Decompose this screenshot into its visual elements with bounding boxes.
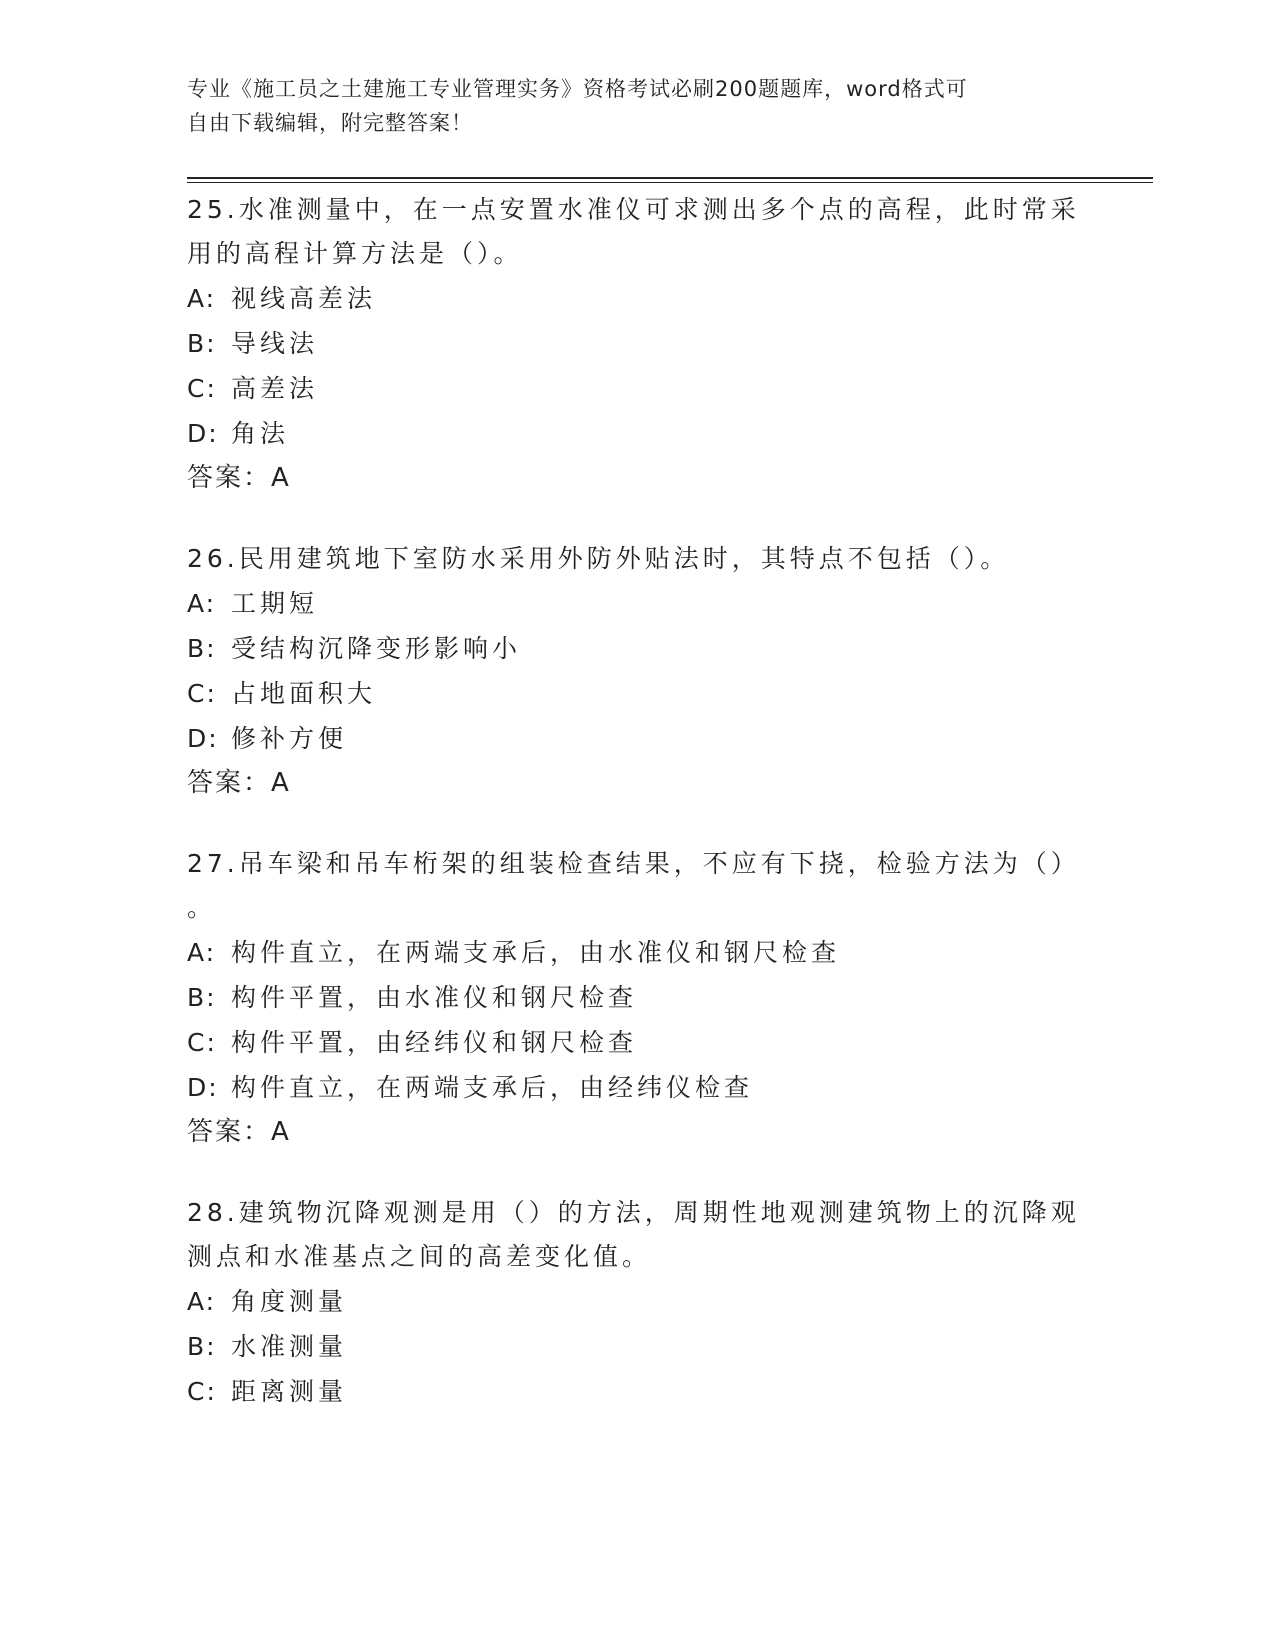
- option-text: 受结构沉降变形影响小: [231, 634, 522, 663]
- option-key: C:: [187, 1028, 217, 1057]
- option-c: [187, 1020, 1087, 1065]
- option-text: 工期短: [231, 589, 319, 618]
- option-key: D:: [187, 419, 219, 448]
- option-d: [187, 716, 1087, 761]
- question-stem-line-1: 27.吊车梁和吊车桁架的组装检查结果，不应有下挠，检验方法为（）: [187, 849, 1080, 878]
- option-key: B:: [187, 329, 217, 358]
- answer-line: 答案：A: [187, 1117, 291, 1147]
- option-text: 角度测量: [231, 1287, 348, 1316]
- question-stem-line-2: 。: [187, 893, 217, 922]
- question-stem-line-1: 25.水准测量中，在一点安置水准仪可求测出多个点的高程，此时常采: [187, 195, 1080, 224]
- option-text: 构件直立，在两端支承后，由水准仪和钢尺检查: [231, 938, 841, 967]
- question-28: [187, 1191, 1087, 1414]
- question-stem-line-1: 28.建筑物沉降观测是用（）的方法，周期性地观测建筑物上的沉降观: [187, 1198, 1080, 1227]
- option-a: [187, 1279, 1087, 1324]
- option-text: 修补方便: [231, 724, 348, 753]
- option-key: D:: [187, 1073, 219, 1102]
- option-text: 构件直立，在两端支承后，由经纬仪检查: [231, 1073, 754, 1102]
- option-text: 构件平置，由经纬仪和钢尺检查: [231, 1028, 638, 1057]
- option-text: 占地面积大: [231, 679, 377, 708]
- header-divider-thick: [187, 177, 1153, 179]
- question-stem-line-2: 测点和水准基点之间的高差变化值。: [187, 1242, 652, 1271]
- option-text: 角法: [231, 419, 290, 448]
- question-25: [187, 188, 1087, 501]
- option-a: [187, 581, 1087, 626]
- option-a: [187, 930, 1087, 975]
- option-a: [187, 276, 1087, 321]
- header-line-2: 自由下载编辑，附完整答案！: [187, 111, 473, 135]
- question-27: [187, 842, 1087, 1155]
- option-key: A:: [187, 284, 217, 313]
- document-header: [187, 72, 1067, 140]
- option-text: 距离测量: [231, 1377, 348, 1406]
- option-key: D:: [187, 724, 219, 753]
- option-key: B:: [187, 1332, 217, 1361]
- question-stem-line-1: 26.民用建筑地下室防水采用外防外贴法时，其特点不包括（）。: [187, 544, 1010, 573]
- option-key: B:: [187, 983, 217, 1012]
- option-c: [187, 671, 1087, 716]
- option-key: C:: [187, 1377, 217, 1406]
- option-key: C:: [187, 374, 217, 403]
- option-text: 导线法: [231, 329, 319, 358]
- option-text: 高差法: [231, 374, 319, 403]
- option-text: 视线高差法: [231, 284, 377, 313]
- option-b: [187, 321, 1087, 366]
- option-key: B:: [187, 634, 217, 663]
- answer-line: 答案：A: [187, 768, 291, 798]
- option-d: [187, 1065, 1087, 1110]
- question-stem-line-2: 用的高程计算方法是（）。: [187, 239, 523, 268]
- option-c: [187, 1369, 1087, 1414]
- header-divider-thin: [187, 182, 1153, 183]
- option-key: A:: [187, 1287, 217, 1316]
- option-b: [187, 975, 1087, 1020]
- header-line-1: 专业《施工员之土建施工专业管理实务》资格考试必刷200题题库，word格式可: [187, 77, 968, 101]
- option-d: [187, 411, 1087, 456]
- option-key: A:: [187, 938, 217, 967]
- answer-line: 答案：A: [187, 463, 291, 493]
- question-26: [187, 537, 1087, 806]
- option-key: A:: [187, 589, 217, 618]
- option-c: [187, 366, 1087, 411]
- option-b: [187, 626, 1087, 671]
- option-b: [187, 1324, 1087, 1369]
- option-text: 构件平置，由水准仪和钢尺检查: [231, 983, 638, 1012]
- option-key: C:: [187, 679, 217, 708]
- option-text: 水准测量: [231, 1332, 348, 1361]
